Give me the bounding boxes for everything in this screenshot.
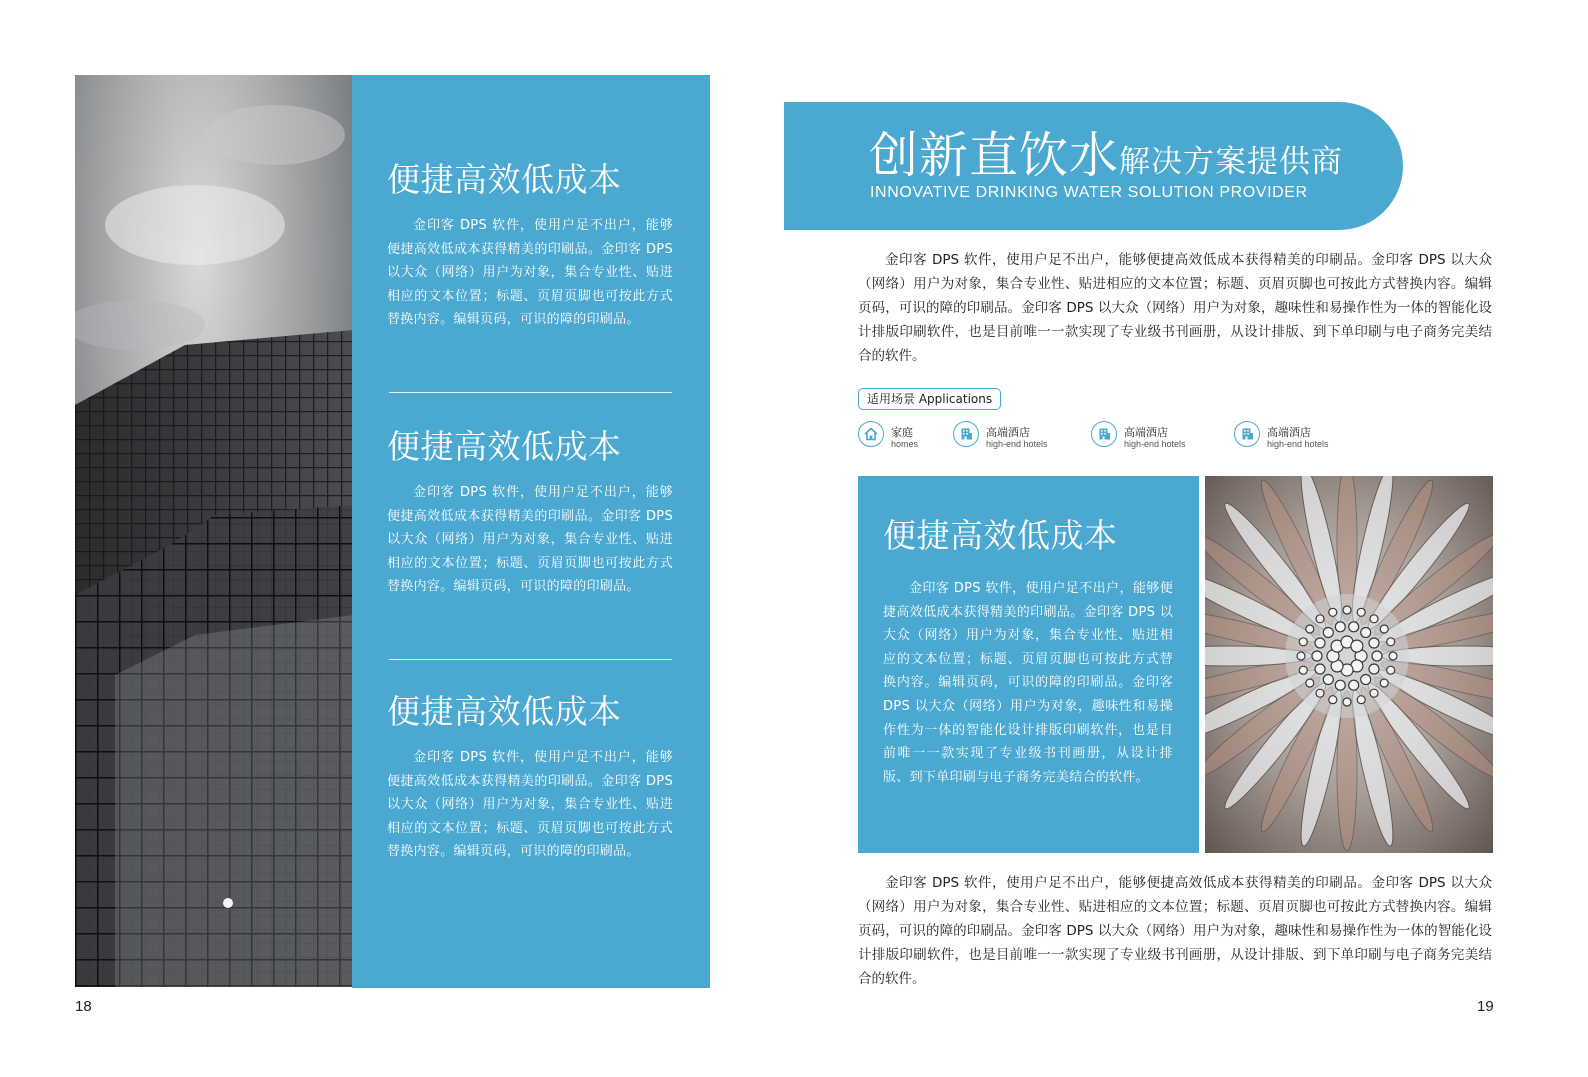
section-heading: 便捷高效低成本 xyxy=(387,427,622,466)
feature-body: 金印客 DPS 软件，使用户足不出户，能够便捷高效低成本获得精美的印刷品。金印客 DPS 以大众（网络）用户为对象，集合专业性、贴进相应的文本位置；标题、页眉页脚也可按此方式替换内容。编辑页码，可识的障的印刷品。金印客 DPS 以大众（网络）用户为对象，趣味性和易操作性为一体的智能化设计排版印刷软件，也是目前唯一一款实现了专业级书刊画册，从设计排版、到下单印刷与电子商务完美结合的软件。 xyxy=(883,581,1173,785)
application-en: high-end hotels xyxy=(986,439,1048,449)
page-number-right: 19 xyxy=(1477,998,1494,1015)
divider xyxy=(389,392,672,393)
left-section-1 xyxy=(387,160,673,332)
intro-paragraph: 金印客 DPS 软件，使用户足不出户，能够便捷高效低成本获得精美的印刷品。金印客 DPS 以大众（网络）用户为对象，集合专业性、贴进相应的文本位置；标题、页眉页脚也可按此方式替换内容。编辑页码，可识的障的印刷品。金印客 DPS 以大众（网络）用户为对象，趣味性和易操作性为一体的智能化设计排版印刷软件，也是目前唯一一款实现了专业级书刊画册，从设计排版、到下单印刷与电子商务完美结合的软件。 xyxy=(858,252,1492,364)
section-heading: 便捷高效低成本 xyxy=(387,160,622,199)
feature-blue-panel xyxy=(858,476,1199,853)
left-section-3 xyxy=(387,692,673,864)
skyscraper-photo xyxy=(75,75,353,987)
application-zh: 高端酒店 xyxy=(1267,426,1311,439)
banner-subtitle: INNOVATIVE DRINKING WATER SOLUTION PROVIDER xyxy=(870,184,1308,201)
feature-heading: 便捷高效低成本 xyxy=(883,516,1118,555)
application-en: high-end hotels xyxy=(1124,439,1186,449)
applications-badge: 适用场景 Applications xyxy=(858,388,1001,410)
building-icon xyxy=(1234,421,1260,447)
banner-title-large: 创新直饮水 xyxy=(869,127,1120,184)
section-body: 金印客 DPS 软件，使用户足不出户，能够便捷高效低成本获得精美的印刷品。金印客 DPS 以大众（网络）用户为对象，集合专业性、贴进相应的文本位置；标题、页眉页脚也可按此方式替换内容。编辑页码，可识的障的印刷品。 xyxy=(387,218,673,328)
application-zh: 家庭 xyxy=(891,426,913,439)
page-number-left: 18 xyxy=(75,998,92,1015)
left-section-2 xyxy=(387,427,673,599)
section-heading: 便捷高效低成本 xyxy=(387,692,622,731)
house-icon xyxy=(858,421,884,447)
title-banner xyxy=(784,102,1403,230)
application-zh: 高端酒店 xyxy=(986,426,1030,439)
building-icon xyxy=(1091,421,1117,447)
closing-paragraph: 金印客 DPS 软件，使用户足不出户，能够便捷高效低成本获得精美的印刷品。金印客 DPS 以大众（网络）用户为对象，集合专业性、贴进相应的文本位置；标题、页眉页脚也可按此方式替换内容。编辑页码，可识的障的印刷品。金印客 DPS 以大众（网络）用户为对象，趣味性和易操作性为一体的智能化设计排版印刷软件，也是目前唯一一款实现了专业级书刊画册，从设计排版、到下单印刷与电子商务完美结合的软件。 xyxy=(858,875,1492,987)
application-en: high-end hotels xyxy=(1267,439,1329,449)
left-blue-panel xyxy=(352,75,710,988)
application-zh: 高端酒店 xyxy=(1124,426,1168,439)
banner-title-small: 解决方案提供商 xyxy=(1119,144,1344,180)
section-body: 金印客 DPS 软件，使用户足不出户，能够便捷高效低成本获得精美的印刷品。金印客 DPS 以大众（网络）用户为对象，集合专业性、贴进相应的文本位置；标题、页眉页脚也可按此方式替换内容。编辑页码，可识的障的印刷品。 xyxy=(387,485,673,595)
divider xyxy=(389,659,672,660)
crystal-flower-photo xyxy=(1205,476,1493,853)
building-icon xyxy=(953,421,979,447)
section-body: 金印客 DPS 软件，使用户足不出户，能够便捷高效低成本获得精美的印刷品。金印客 DPS 以大众（网络）用户为对象，集合专业性、贴进相应的文本位置；标题、页眉页脚也可按此方式替换内容。编辑页码，可识的障的印刷品。 xyxy=(387,750,673,860)
application-en: homes xyxy=(891,439,919,449)
